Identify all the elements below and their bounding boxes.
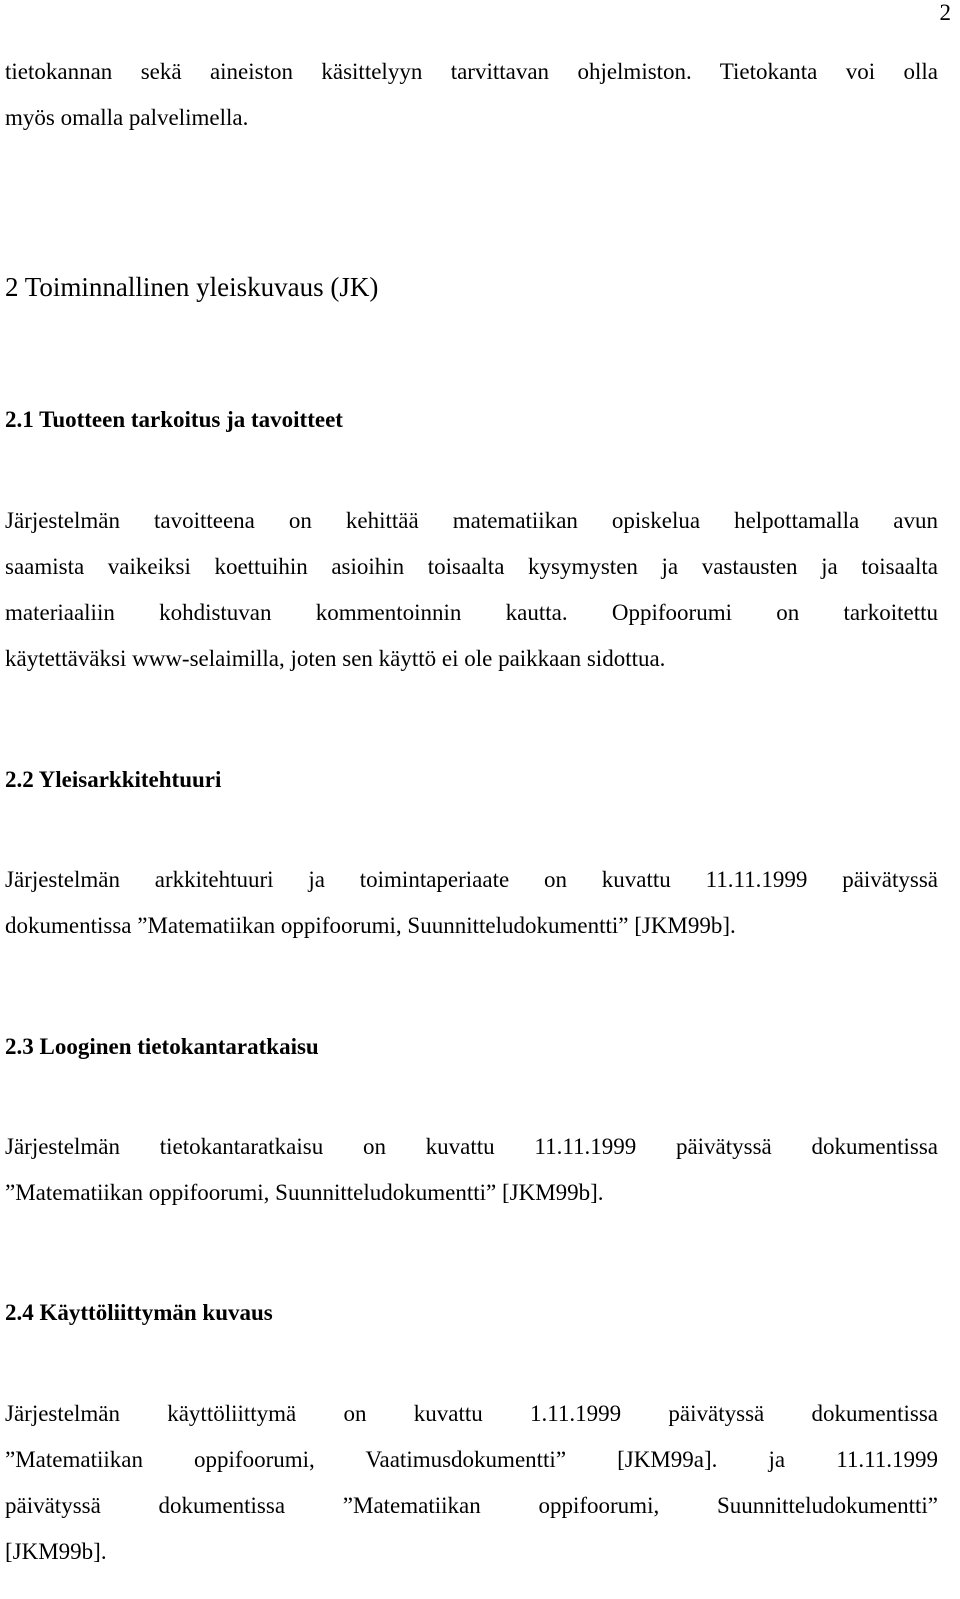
text-line: [JKM99b].	[5, 1539, 107, 1564]
text-line: Järjestelmän arkkitehtuuri ja toimintaperiaate on kuvattu 11.11.1999 päivätyssä	[5, 867, 938, 892]
text-line: päivätyssä dokumentissa ”Matematiikan oppifoorumi, Suunnitteludokumentti”	[5, 1493, 938, 1518]
chapter-heading: 2 Toiminnallinen yleiskuvaus (JK)	[5, 272, 379, 302]
section-heading-2-1: 2.1 Tuotteen tarkoitus ja tavoitteet	[5, 407, 343, 432]
text-line: saamista vaikeiksi koettuihin asioihin toisaalta kysymysten ja vastausten ja toisaalta	[5, 554, 938, 579]
text-line: ”Matematiikan oppifoorumi, Vaatimusdokumentti” [JKM99a]. ja 11.11.1999	[5, 1447, 938, 1472]
section-heading-2-2: 2.2 Yleisarkkitehtuuri	[5, 767, 222, 792]
text-line: ”Matematiikan oppifoorumi, Suunnitteludokumentti” [JKM99b].	[5, 1180, 604, 1205]
section-2-3-paragraph	[5, 1124, 938, 1216]
text-line: myös omalla palvelimella.	[5, 105, 249, 130]
section-heading-2-3: 2.3 Looginen tietokantaratkaisu	[5, 1034, 319, 1059]
section-2-4-paragraph	[5, 1391, 938, 1575]
text-line: dokumentissa ”Matematiikan oppifoorumi, Suunnitteludokumentti” [JKM99b].	[5, 913, 736, 938]
section-2-1-paragraph	[5, 498, 938, 682]
section-heading-2-4: 2.4 Käyttöliittymän kuvaus	[5, 1300, 273, 1325]
text-line: käytettäväksi www-selaimilla, joten sen käyttö ei ole paikkaan sidottua.	[5, 646, 666, 671]
text-line: Järjestelmän tietokantaratkaisu on kuvattu 11.11.1999 päivätyssä dokumentissa	[5, 1134, 938, 1159]
text-line: Järjestelmän tavoitteena on kehittää matematiikan opiskelua helpottamalla avun	[5, 508, 938, 533]
intro-paragraph	[5, 49, 938, 141]
text-line: tietokannan sekä aineiston käsittelyyn tarvittavan ohjelmiston. Tietokanta voi olla	[5, 59, 938, 84]
text-line: Järjestelmän käyttöliittymä on kuvattu 1.11.1999 päivätyssä dokumentissa	[5, 1401, 938, 1426]
text-line: materiaaliin kohdistuvan kommentoinnin kautta. Oppifoorumi on tarkoitettu	[5, 600, 938, 625]
page-number: 2	[939, 0, 951, 25]
section-2-2-paragraph	[5, 857, 938, 949]
